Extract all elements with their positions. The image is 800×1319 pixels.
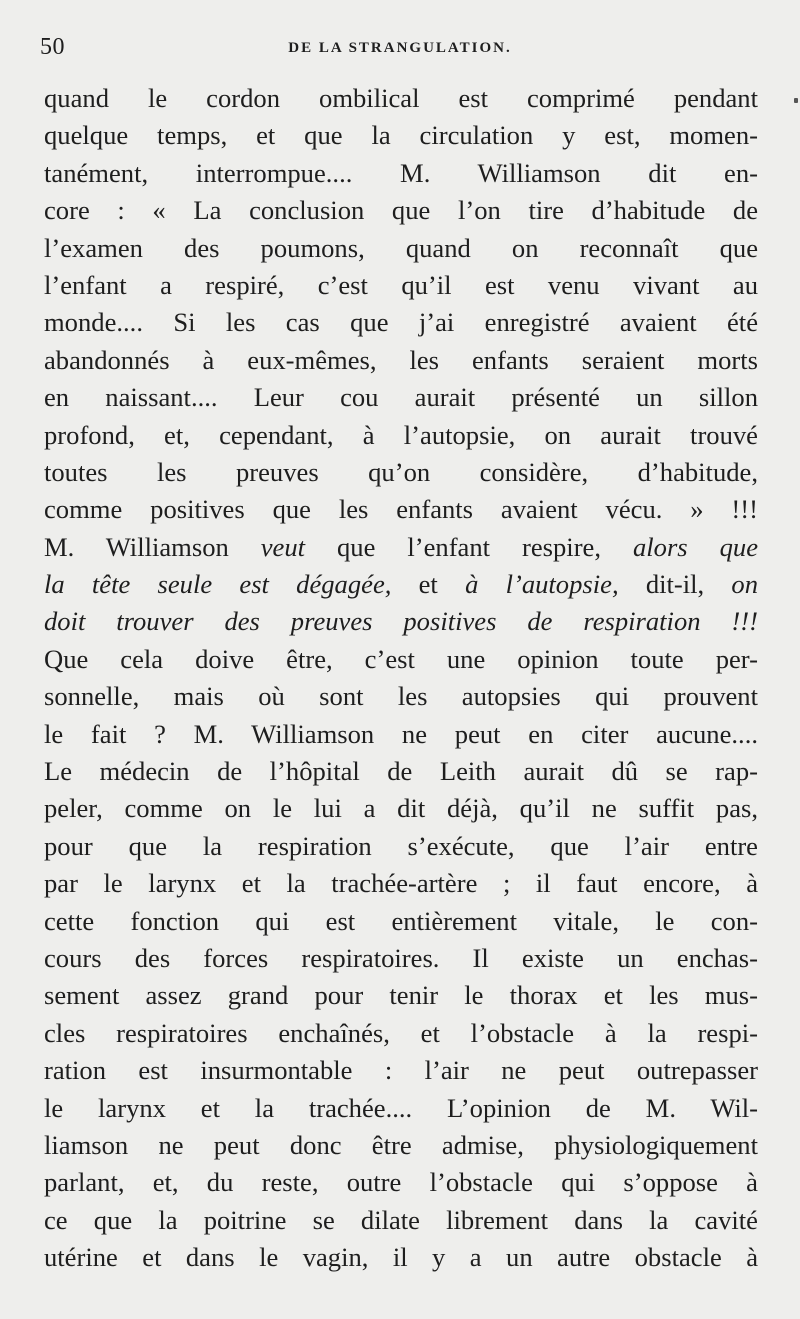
text-line <box>44 753 758 790</box>
text-segment: cette fonction qui est entièrement vitale, le con- <box>44 905 758 936</box>
text-line <box>44 903 758 940</box>
text-segment: monde.... Si les cas que j’ai enregistré avaient été <box>44 307 758 338</box>
text-segment: Le médecin de l’hôpital de Leith aurait dû se rap- <box>44 756 758 787</box>
text-line <box>44 1164 758 1201</box>
text-line <box>44 491 758 528</box>
text-segment: ce que la poitrine se dilate librement dans la cavité <box>44 1204 758 1235</box>
text-line <box>44 1202 758 1239</box>
text-segment: le larynx et la trachée.... L’opinion de M. Wil- <box>44 1092 758 1123</box>
text-line <box>44 417 758 454</box>
italic-text: veut <box>260 531 306 562</box>
italic-text: la tête seule est dégagée, <box>44 569 392 600</box>
text-segment: core : « La conclusion que l’on tire d’habitude de <box>44 195 758 226</box>
text-segment: le fait ? M. Williamson ne peut en citer aucune.... <box>44 718 758 749</box>
text-segment: quand le cordon ombilical est comprimé pendant <box>44 83 758 113</box>
text-segment: sement assez grand pour tenir le thorax et les mus- <box>44 980 758 1011</box>
text-segment: l’enfant a respiré, c’est qu’il est venu vivant au <box>44 269 758 300</box>
text-segment: cours des forces respiratoires. Il existe un enchas- <box>44 942 758 973</box>
running-head: DE LA STRANGULATION. <box>288 40 512 56</box>
text-line <box>44 529 758 566</box>
text-line <box>44 716 758 753</box>
text-line <box>44 603 758 640</box>
page-header <box>40 34 760 64</box>
text-line <box>44 192 758 229</box>
text-line <box>44 342 758 379</box>
text-segment: profond, et, cependant, à l’autopsie, on aurait trouvé <box>44 419 758 450</box>
text-segment: sonnelle, mais où sont les autopsies qui prouvent <box>44 681 758 712</box>
text-line <box>44 865 758 902</box>
text-line <box>44 267 758 304</box>
text-line <box>44 641 758 678</box>
text-line <box>44 1052 758 1089</box>
text-segment: en naissant.... Leur cou aurait présenté un sillon <box>44 382 758 413</box>
text-segment: et <box>391 569 466 600</box>
text-line <box>44 790 758 827</box>
text-line <box>44 1090 758 1127</box>
text-segment: quelque temps, et que la circulation y est, momen- <box>44 120 758 151</box>
text-line <box>44 454 758 491</box>
italic-text: doit trouver des preuves positives de respiration !!! <box>44 606 758 637</box>
text-segment: que l’enfant respire, <box>305 531 633 562</box>
text-line <box>44 379 758 416</box>
text-line <box>44 230 758 267</box>
text-line <box>44 80 758 117</box>
margin-ink-mark <box>794 98 798 103</box>
text-line <box>44 678 758 715</box>
italic-text: à l’autopsie, <box>465 569 619 600</box>
text-segment: parlant, et, du reste, outre l’obstacle qui s’oppose à <box>44 1167 758 1198</box>
text-line <box>44 1015 758 1052</box>
text-segment: M. Williamson <box>44 531 261 562</box>
text-line <box>44 1239 758 1276</box>
text-line <box>44 304 758 341</box>
text-line <box>44 155 758 192</box>
text-segment: peler, comme on le lui a dit déjà, qu’il ne suffit pas, <box>44 793 758 824</box>
text-line <box>44 977 758 1014</box>
text-segment: l’examen des poumons, quand on reconnaît que <box>44 232 758 263</box>
text-segment: tanément, interrompue.... M. Williamson dit en- <box>44 157 758 188</box>
text-segment: comme positives que les enfants avaient vécu. » !!! <box>44 494 758 525</box>
text-line <box>44 1127 758 1164</box>
text-segment: ration est insurmontable : l’air ne peut outrepasser <box>44 1055 758 1086</box>
text-segment: liamson ne peut donc être admise, physiologiquement <box>44 1129 758 1160</box>
text-segment: Que cela doive être, c’est une opinion toute per- <box>44 643 758 674</box>
text-segment: par le larynx et la trachée-artère ; il faut encore, à <box>44 868 758 899</box>
text-segment: toutes les preuves qu’on considère, d’habitude, <box>44 456 758 487</box>
text-segment: dit-il, <box>618 569 732 600</box>
text-line <box>44 940 758 977</box>
italic-text: on <box>731 569 759 600</box>
text-segment: utérine et dans le vagin, il y a un autre obstacle à <box>44 1242 758 1273</box>
body-text <box>44 80 758 1277</box>
text-segment: abandonnés à eux-mêmes, les enfants seraient morts <box>44 344 758 375</box>
text-line <box>44 117 758 154</box>
text-line <box>44 828 758 865</box>
text-line <box>44 566 758 603</box>
text-segment: pour que la respiration s’exécute, que l’air entre <box>44 830 758 861</box>
italic-text: alors que <box>632 531 759 562</box>
text-segment: cles respiratoires enchaînés, et l’obstacle à la respi- <box>44 1017 758 1048</box>
page-number: 50 <box>40 34 65 60</box>
